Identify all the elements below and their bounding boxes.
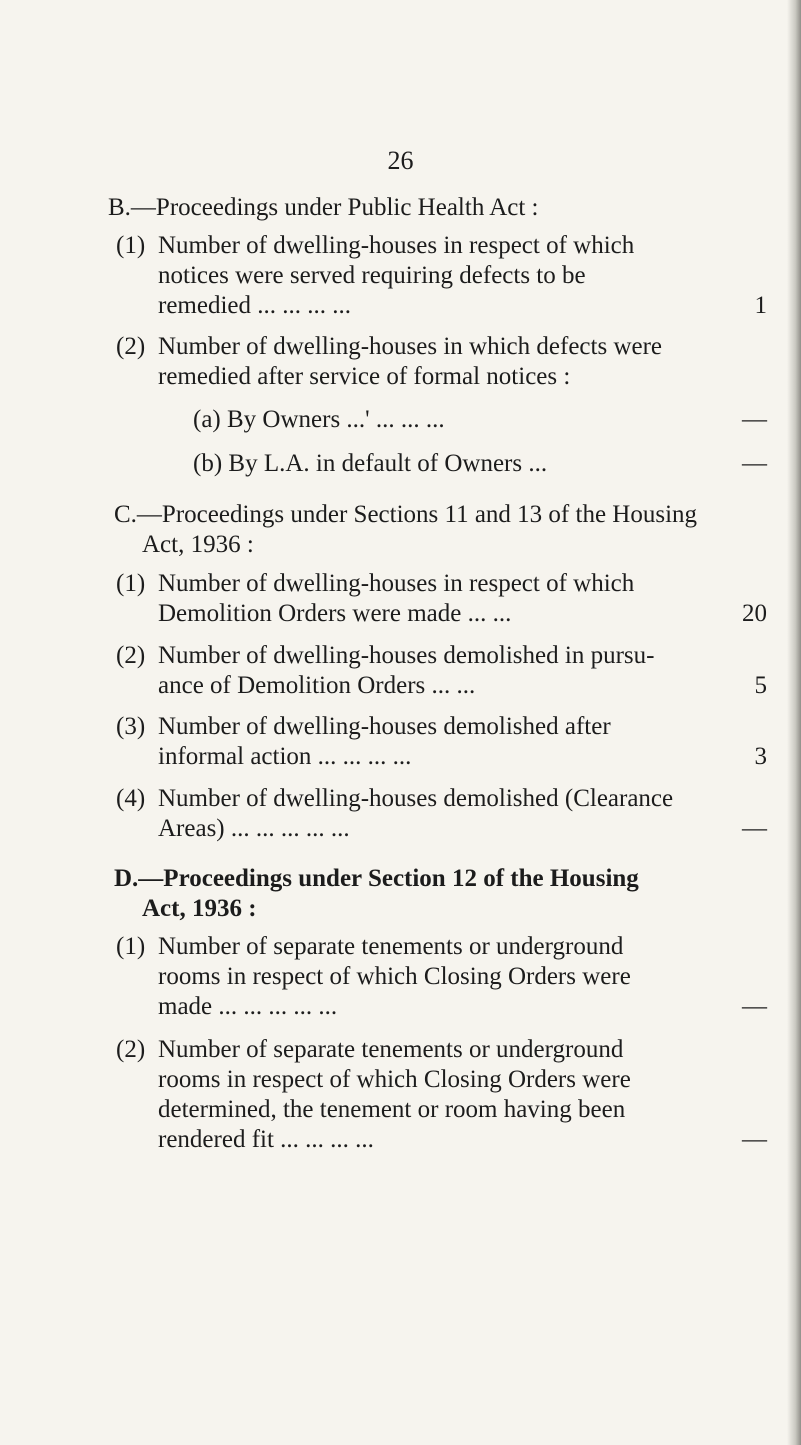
section-d-item2-line4: rendered fit ... ... ... ...	[158, 1126, 374, 1153]
section-b-item2-line1: Number of dwelling-houses in which defects were	[158, 333, 663, 360]
section-b-item2-number: (2)	[116, 333, 146, 360]
section-b-item2-sub-a-value: —	[742, 406, 767, 433]
section-b-item1-line2: notices were served requiring defects to be	[158, 262, 586, 289]
section-c-item2-line2: ance of Demolition Orders ... ...	[158, 672, 476, 699]
section-d-item1-value: —	[742, 993, 767, 1020]
section-b-heading: B.—Proceedings under Public Health Act :	[108, 194, 539, 221]
section-c-item1-number: (1)	[116, 570, 146, 597]
section-c-item2-number: (2)	[116, 642, 146, 669]
section-b-item2-line2: remedied after service of formal notices :	[158, 363, 571, 390]
section-b-item2-sub-a-label: (a) By Owners ...' ... ... ...	[193, 406, 445, 433]
section-d-item2-line1: Number of separate tenements or underground	[158, 1036, 624, 1063]
page-number: 26	[387, 146, 414, 175]
section-c-item4-number: (4)	[116, 785, 146, 812]
section-b-item2-sub-b-label: (b) By L.A. in default of Owners ...	[193, 450, 548, 477]
section-c-item1-line2: Demolition Orders were made ... ...	[158, 600, 512, 627]
section-c-item4-line1: Number of dwelling-houses demolished (Clearance	[158, 785, 674, 812]
section-d-item2-line2: rooms in respect of which Closing Orders were	[158, 1066, 631, 1093]
section-b-item1-line3: remedied ... ... ... ...	[158, 292, 352, 319]
section-b-item1-number: (1)	[116, 232, 146, 259]
section-c-item1-line1: Number of dwelling-houses in respect of which	[158, 570, 635, 597]
page-edge-shadow	[787, 0, 801, 1445]
section-c-item2-value: 5	[754, 672, 767, 699]
section-c-item4-value: —	[742, 815, 767, 842]
section-c-item3-number: (3)	[116, 713, 146, 740]
section-b-item2-sub-b-value: —	[742, 450, 767, 477]
section-d-item2-line3: determined, the tenement or room having been	[158, 1096, 626, 1123]
section-d-heading-line2: Act, 1936 :	[142, 895, 257, 922]
section-d-item2-number: (2)	[116, 1036, 146, 1063]
section-d-item1-line1: Number of separate tenements or underground	[158, 933, 624, 960]
section-c-heading-line2: Act, 1936 :	[142, 531, 254, 558]
section-b-item1-value: 1	[754, 292, 767, 319]
section-d-heading-line1: D.—Proceedings under Section 12 of the Housing	[114, 865, 639, 892]
section-b-item1-line1: Number of dwelling-houses in respect of which	[158, 232, 635, 259]
section-d-item2-value: —	[742, 1126, 767, 1153]
section-c-item3-line2: informal action ... ... ... ...	[158, 743, 412, 770]
section-d-item1-number: (1)	[116, 933, 146, 960]
section-c-item4-line2: Areas) ... ... ... ... ...	[158, 815, 350, 842]
section-c-item3-line1: Number of dwelling-houses demolished after	[158, 713, 611, 740]
section-c-item3-value: 3	[754, 743, 767, 770]
section-c-item2-line1: Number of dwelling-houses demolished in pursu-	[158, 642, 655, 669]
section-d-item1-line2: rooms in respect of which Closing Orders were	[158, 963, 631, 990]
section-d-item1-line3: made ... ... ... ... ...	[158, 993, 338, 1020]
section-c-item1-value: 20	[742, 600, 767, 627]
section-c-heading-line1: C.—Proceedings under Sections 11 and 13 of the Housing	[114, 501, 698, 528]
